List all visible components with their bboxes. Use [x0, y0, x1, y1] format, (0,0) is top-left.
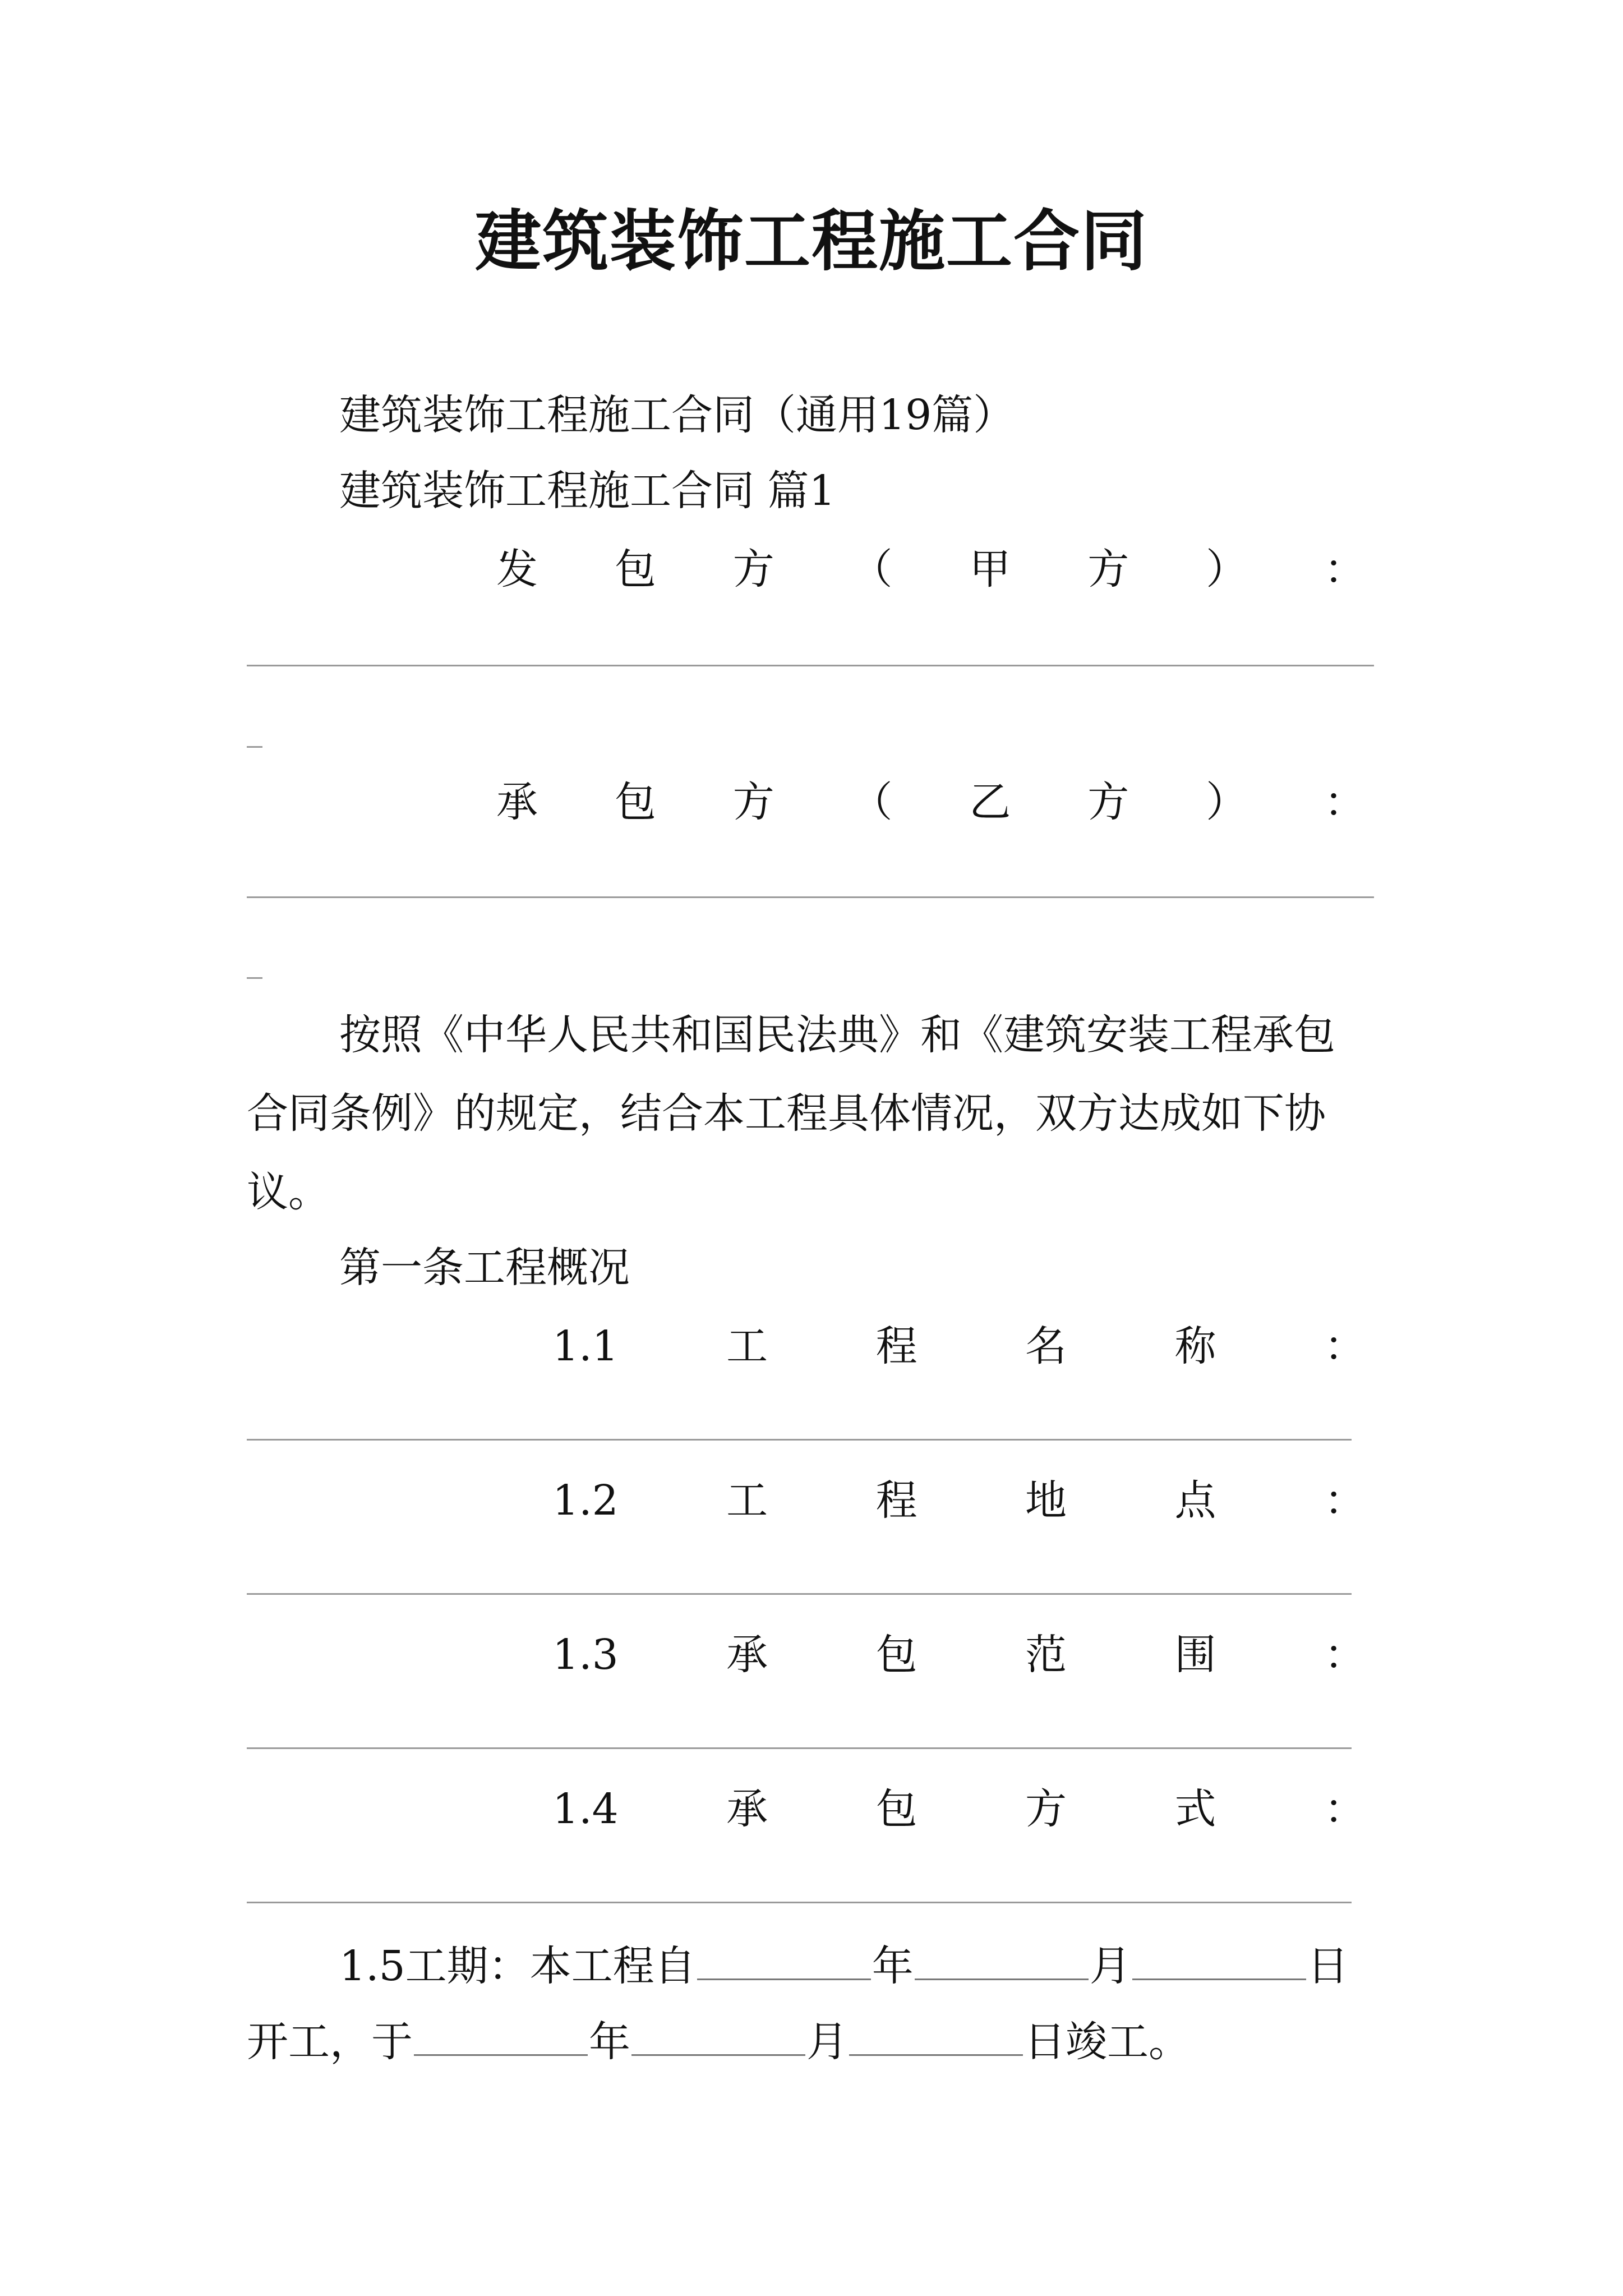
year-label: 年: [872, 1942, 914, 1990]
item-char: 围: [1174, 1631, 1216, 1679]
party-b-char: 乙: [969, 778, 1011, 826]
party-a-char: 方: [1087, 545, 1129, 593]
item-char: 范: [1025, 1631, 1067, 1679]
schedule-line-2: [247, 2014, 1190, 2070]
item-1-4-fill-line: [247, 1902, 1352, 1903]
party-a-char: 包: [614, 545, 656, 593]
party-b-char: （: [851, 778, 893, 826]
schedule-prefix: 1.5工期：本工程自: [339, 1942, 696, 1990]
schedule-line2-prefix: 开工，于: [247, 2018, 413, 2066]
party-a-char: ）: [1206, 545, 1248, 593]
item-char: ：: [1324, 1476, 1366, 1525]
item-char: 工: [726, 1476, 768, 1525]
party-a-char: 方: [732, 545, 774, 593]
party-a-char: （: [851, 545, 893, 593]
end-day-blank: [849, 2021, 1023, 2056]
item-number: 1.3: [552, 1631, 619, 1679]
item-1-2-label: [552, 1473, 1366, 1529]
intro-line-1: 按照《中华人民共和国民法典》和《建筑安装工程承包: [339, 1011, 1335, 1059]
party-b-char: 方: [1087, 778, 1129, 826]
party-a-label: [496, 541, 1366, 597]
party-a-fill-line-end: [247, 746, 262, 748]
item-1-2-fill-line: [247, 1593, 1352, 1595]
item-char: 工: [726, 1322, 768, 1370]
party-b-char: 包: [614, 778, 656, 826]
item-char: 承: [726, 1631, 768, 1679]
item-number: 1.1: [552, 1322, 619, 1370]
intro-line-2: 合同条例》的规定，结合本工程具体情况，双方达成如下协: [247, 1089, 1326, 1138]
item-char: 式: [1174, 1785, 1216, 1833]
party-b-fill-line: [247, 896, 1374, 898]
document-title: 建筑装饰工程施工合同: [474, 202, 1148, 280]
item-char: 承: [726, 1785, 768, 1833]
month-label: 月: [806, 2018, 848, 2066]
item-char: 地: [1025, 1476, 1067, 1525]
party-b-char: 承: [496, 778, 538, 826]
item-1-3-fill-line: [247, 1747, 1352, 1749]
item-char: ：: [1324, 1322, 1366, 1370]
day-label: 日: [1307, 1942, 1349, 1990]
end-month-blank: [631, 2021, 805, 2056]
party-b-fill-line-end: [247, 977, 262, 979]
year-label: 年: [589, 2018, 630, 2066]
start-month-blank: [915, 1945, 1089, 1980]
item-1-1-fill-line: [247, 1439, 1352, 1441]
schedule-line-1: [339, 1938, 1349, 1994]
month-label: 月: [1089, 1942, 1131, 1990]
article-1-heading: 第一条工程概况: [339, 1244, 630, 1292]
item-char: 包: [875, 1631, 917, 1679]
document-subtitle: 建筑装饰工程施工合同（通用19篇）: [339, 391, 1015, 439]
end-year-blank: [414, 2021, 588, 2056]
item-1-1-label: [552, 1318, 1366, 1374]
party-b-char: 方: [732, 778, 774, 826]
item-char: 包: [875, 1785, 917, 1833]
item-char: 程: [875, 1322, 917, 1370]
item-1-4-label: [552, 1781, 1366, 1837]
item-number: 1.4: [552, 1785, 619, 1833]
item-char: 程: [875, 1476, 917, 1525]
item-char: 点: [1174, 1476, 1216, 1525]
start-year-blank: [697, 1945, 871, 1980]
party-a-fill-line: [247, 665, 1374, 666]
item-char: ：: [1324, 1631, 1366, 1679]
party-b-char: ：: [1324, 778, 1366, 826]
party-a-char: 甲: [969, 545, 1011, 593]
item-1-3-label: [552, 1627, 1366, 1683]
item-number: 1.2: [552, 1476, 619, 1525]
item-char: 名: [1025, 1322, 1067, 1370]
end-suffix: 日竣工。: [1024, 2018, 1190, 2066]
party-a-char: 发: [496, 545, 538, 593]
item-char: ：: [1324, 1785, 1366, 1833]
party-b-label: [496, 774, 1366, 830]
party-a-char: ：: [1324, 545, 1366, 593]
party-b-char: ）: [1206, 778, 1248, 826]
section-heading: 建筑装饰工程施工合同 篇1: [339, 467, 836, 515]
item-char: 方: [1025, 1785, 1067, 1833]
item-char: 称: [1174, 1322, 1216, 1370]
intro-line-3: 议。: [247, 1168, 330, 1216]
start-day-blank: [1132, 1945, 1306, 1980]
